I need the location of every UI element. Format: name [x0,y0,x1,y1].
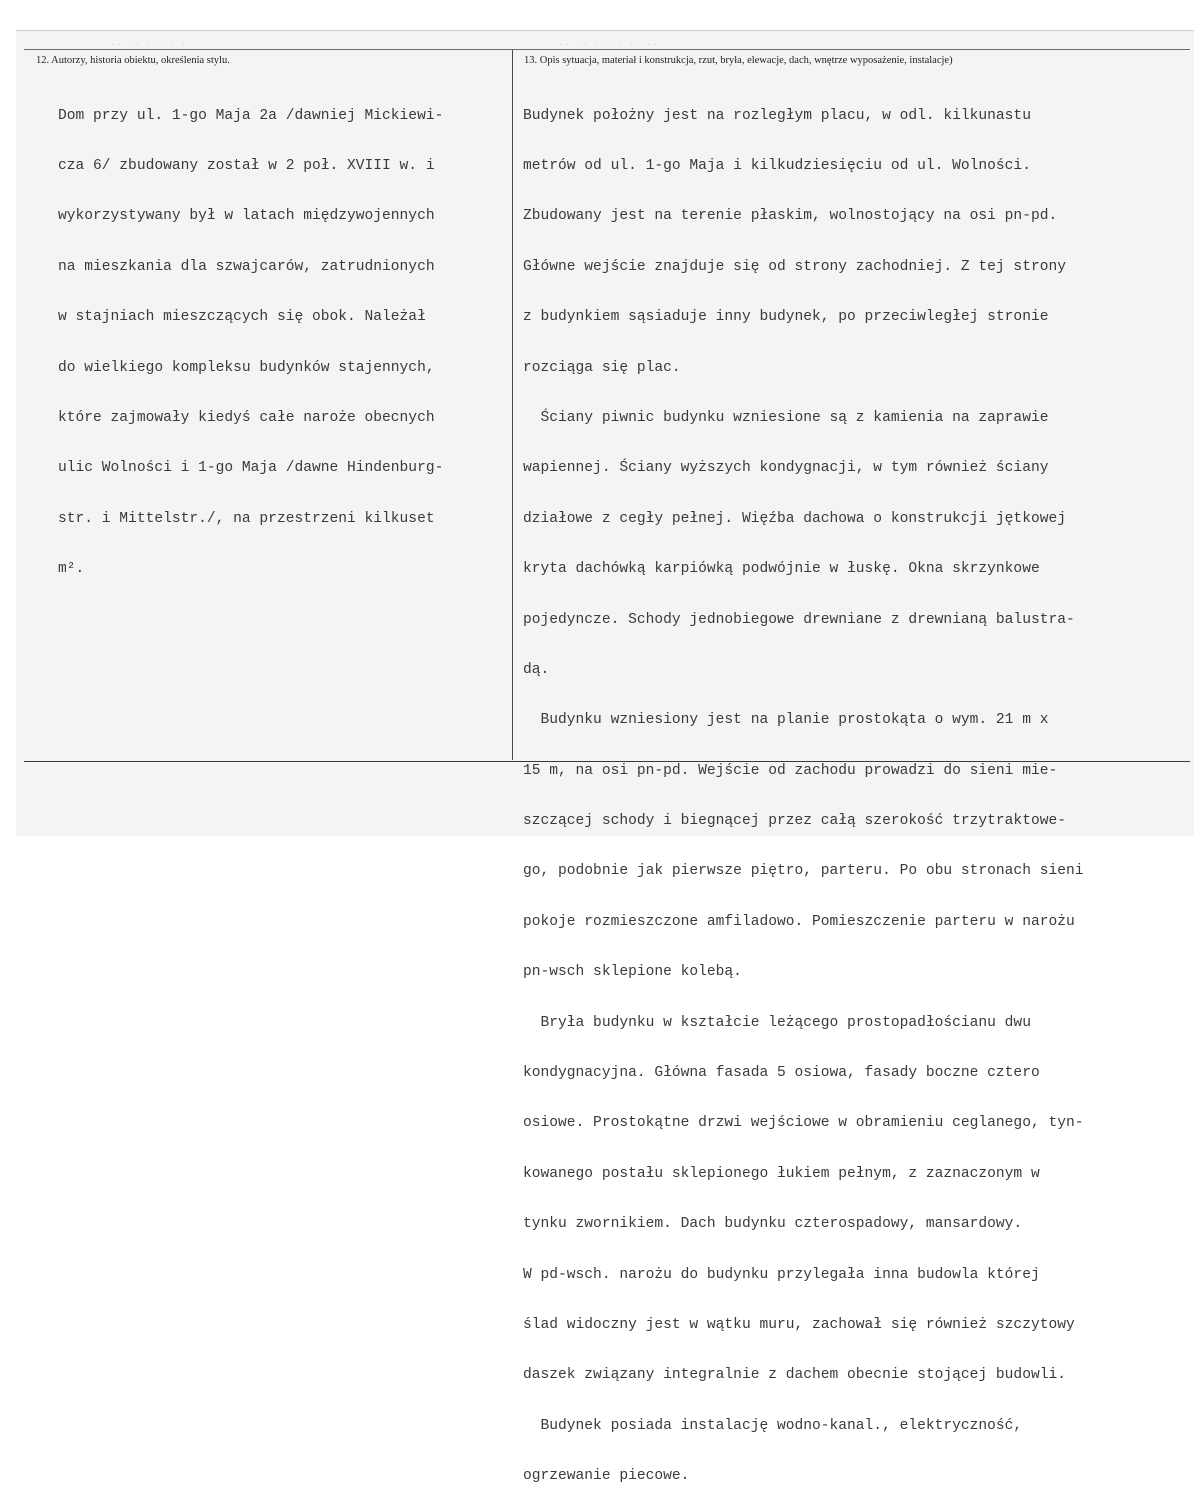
section-13-header: 13. Opis sytuacja, materiał i konstrukcja, rzut, bryła, elewacje, dach, wnętrze wyposażenie, instalacje) [524,55,953,66]
section-12-header: 12. Autorzy, historia obiektu, określenia stylu. [36,55,230,66]
text-line: Dom przy ul. 1-go Maja 2a /dawniej Mickiewi- [58,107,444,124]
text-line: tynku zwornikiem. Dach budynku czterospadowy, mansardowy. [523,1216,1023,1233]
text-line: w stajniach mieszczących się obok. Należał [58,309,426,326]
text-line: kowanego postału sklepionego łukiem pełnym, z zaznaczonym w [523,1165,1040,1182]
text-line: Główne wejście znajduje się od strony zachodniej. Z tej strony [523,258,1066,275]
text-line: kryta dachówką karpiówką podwójnie w łuskę. Okna skrzynkowe [523,561,1040,578]
text-line: ulic Wolności i 1-go Maja /dawne Hindenburg- [58,460,444,477]
text-line: kondygnacyjna. Główna fasada 5 osiowa, fasady boczne cztero [523,1065,1040,1082]
text-line: Zbudowany jest na terenie płaskim, wolnostojący na osi pn-pd. [523,208,1058,225]
text-line: dą. [523,661,550,678]
text-line: osiowe. Prostokątne drzwi wejściowe w obramieniu ceglanego, tyn- [523,1115,1084,1132]
text-line: m². [58,561,85,578]
text-line: pojedyncze. Schody jednobiegowe drewniane z drewnianą balustra- [523,611,1075,628]
text-line: które zajmowały kiedyś całe naroże obecnych [58,409,435,426]
text-line: wykorzystywany był w latach międzywojennych [58,208,435,225]
text-line: W pd-wsch. narożu do budynku przylegała inna budowla której [523,1266,1040,1283]
text-line: szczącej schody i biegnącej przez całą szerokość trzytraktowe- [523,813,1066,830]
text-line: cza 6/ zbudowany został w 2 poł. XVIII w. i [58,157,435,174]
text-line: Budynek posiada instalację wodno-kanal., elektryczność, [523,1417,1023,1434]
section-12-text [58,74,443,595]
faded-marks-right: ·· ·· ·· ·· ·· ·· [560,39,660,49]
text-line: 15 m, na osi pn-pd. Wejście od zachodu prowadzi do sieni mie- [523,762,1058,779]
faded-marks-left: ·· ·· ·· ·· · [112,39,188,49]
text-line: z budynkiem sąsiaduje inny budynek, po przeciwległej stronie [523,309,1049,326]
text-line: go, podobnie jak pierwsze piętro, parteru. Po obu stronach sieni [523,863,1084,880]
header-rule [24,49,1190,50]
text-line: daszek związany integralnie z dachem obecnie stojącej budowli. [523,1367,1066,1384]
text-line: działowe z cegły pełnej. Więźba dachowa o konstrukcji jętkowej [523,510,1066,527]
text-line: do wielkiego kompleksu budynków stajennych, [58,359,435,376]
text-line: pokoje rozmieszczone amfiladowo. Pomieszczenie parteru w narożu [523,913,1075,930]
text-line: Ściany piwnic budynku wzniesione są z kamienia na zaprawie [523,409,1049,426]
column-divider [512,50,513,760]
text-line: str. i Mittelstr./, na przestrzeni kilkuset [58,510,435,527]
text-line: Bryła budynku w kształcie leżącego prostopadłościanu dwu [523,1014,1031,1031]
text-line: metrów od ul. 1-go Maja i kilkudziesięciu od ul. Wolności. [523,157,1031,174]
text-line: ogrzewanie piecowe. [523,1468,690,1485]
text-line: Budynku wzniesiony jest na planie prostokąta o wym. 21 m x [523,712,1049,729]
text-line: pn-wsch sklepione kolebą. [523,964,742,981]
text-line: na mieszkania dla szwajcarów, zatrudnionych [58,258,435,275]
text-line: Budynek położny jest na rozległym placu, w odl. kilkunastu [523,107,1031,124]
text-line: wapiennej. Ściany wyższych kondygnacji, w tym również ściany [523,460,1049,477]
text-line: rozciąga się plac. [523,359,681,376]
section-13-text [523,74,1084,1502]
text-line: ślad widoczny jest w wątku muru, zachował się również szczytowy [523,1316,1075,1333]
